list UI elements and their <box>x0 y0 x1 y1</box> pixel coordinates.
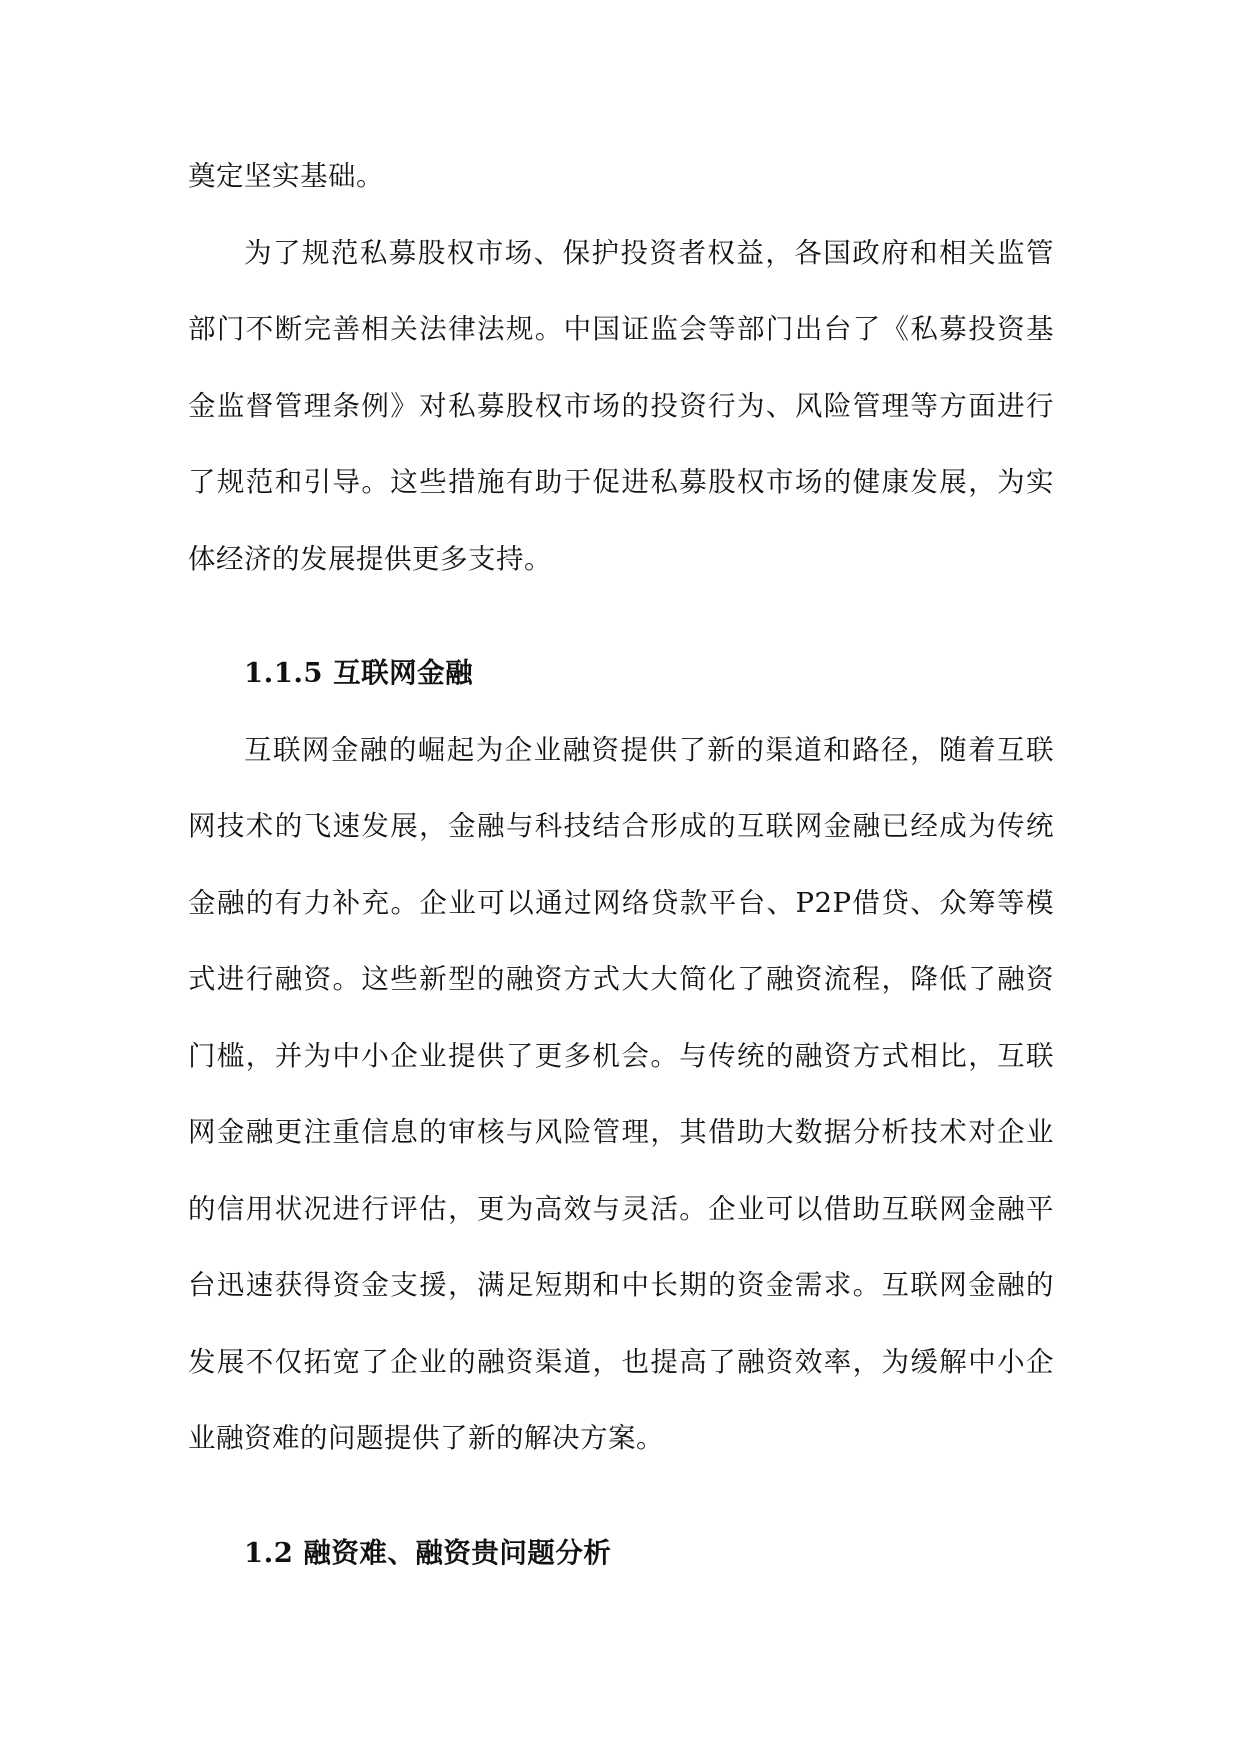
paragraph-regulation: 为了规范私募股权市场、保护投资者权益，各国政府和相关监管部门不断完善相关法律法规。中国证监会等部门出台了《私募投资基金监督管理条例》对私募股权市场的投资行为、风险管理等方面进行了规范和引导。这些措施有助于促进私募股权市场的健康发展，为实体经济的发展提供更多支持。 <box>188 236 1054 575</box>
section-heading-internet-finance: 1.1.5 互联网金融 <box>244 657 474 689</box>
paragraph-continuation: 奠定坚实基础。 <box>188 160 384 192</box>
paragraph-internet-finance: 互联网金融的崛起为企业融资提供了新的渠道和路径，随着互联网技术的飞速发展，金融与科技结合形成的互联网金融已经成为传统金融的有力补充。企业可以通过网络贷款平台、P2P借贷、众筹等模式进行融资。这些新型的融资方式大大简化了融资流程，降低了融资门槛，并为中小企业提供了更多机会。与传统的融资方式相比，互联网金融更注重信息的审核与风险管理，其借助大数据分析技术对企业的信用状况进行评估，更为高效与灵活。企业可以借助互联网金融平台迅速获得资金支援，满足短期和中长期的资金需求。互联网金融的发展不仅拓宽了企业的融资渠道，也提高了融资效率，为缓解中小企业融资难的问题提供了新的解决方案。 <box>188 733 1054 1454</box>
section-heading-financing-analysis: 1.2 融资难、融资贵问题分析 <box>244 1536 612 1569</box>
document-body <box>188 138 1054 1591</box>
